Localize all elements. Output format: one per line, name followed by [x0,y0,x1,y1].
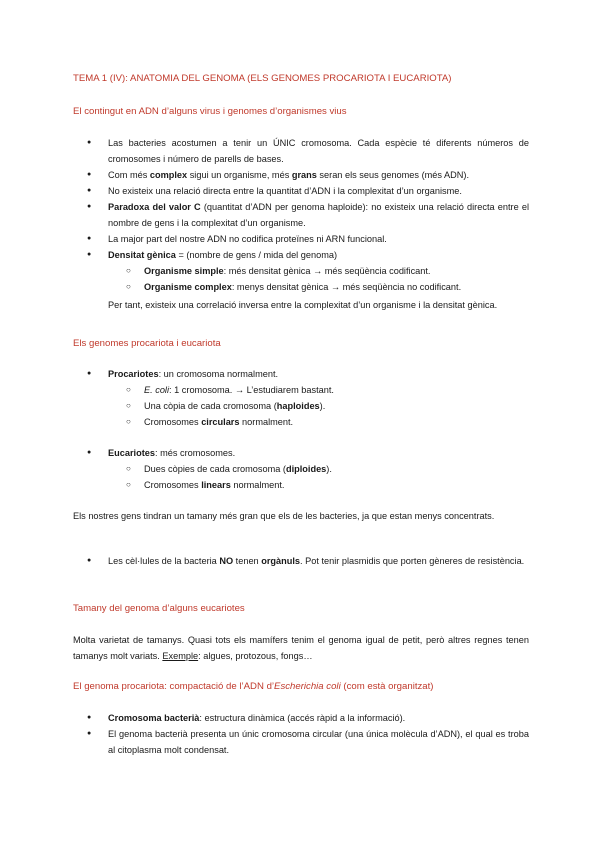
continuation-paragraph: Per tant, existeix una correlació inversa entre la complexitat d’un organisme i la densitat gènica. [108,300,498,310]
text-run: Cromosomes [144,480,202,490]
bold-term: NO [219,556,234,566]
sublist-item [108,279,529,295]
text-run: Com més [108,170,150,180]
paragraph-genome-size-variety [73,632,529,664]
text-run: sigui un organisme, més [187,170,292,180]
text-run: seran els seus genomes (més ADN). [316,170,470,180]
text-run: Una còpia de cada cromosoma ( [144,401,277,411]
list-item [73,199,529,231]
text-run: Les cèl·lules de la bacteria [108,556,220,566]
section1-list [73,135,529,313]
list-item [73,167,529,183]
bold-term: complex [149,170,188,180]
text-run: Molta varietat de tamanys. Quasi tots els mamífers tenim el genoma igual de petit, però altres regnes tenen tamanys molt variats. [73,635,529,661]
sublist [108,461,529,493]
text-run: tenen [233,556,262,566]
text-run: Cromosomes [144,417,202,427]
bold-term: Organisme complex [144,282,232,292]
text-run: normalment. [239,417,294,427]
bold-term: orgànuls [261,556,301,566]
list-item [73,553,529,569]
prokaryote-list [73,366,529,430]
sublist-item [108,382,529,398]
text-run: : menys densitat gènica → més seqüència no codificant. [231,282,462,292]
sublist [108,263,529,295]
sublist-item [108,263,529,279]
text-run: (com està organitzat) [340,681,434,692]
sublist [108,382,529,430]
sublist-item [108,398,529,414]
bold-term: diploides [285,464,327,474]
bold-term: linears [201,480,231,490]
text-run: . Pot tenir plasmidis que porten gèneres de resistència. [300,556,525,566]
text-run: ). [326,464,332,474]
list-item-text: El genoma bacterià presenta un únic cromosoma circular (una única molècula d’ADN), el qual es troba al citoplasma molt condensat. [108,729,529,755]
text-run: = (nombre de gens / mida del genoma) [175,250,338,260]
bold-term: circulars [201,417,240,427]
text-run: : algues, protozous, fongs… [198,651,313,661]
list-item [73,247,529,313]
list-item [73,366,529,430]
list-item [73,183,529,199]
list-item-text: Las bacteries acostumen a tenir un ÚNIC cromosoma. Cada espècie té diferents números de cromosomes i número de parells de bases. [108,138,529,164]
bold-term: Procariotes [108,369,159,379]
list-item-text: No existeix una relació directa entre la quantitat d’ADN i la complexitat d’un organisme. [108,186,462,196]
bold-term: Densitat gènica [108,250,176,260]
sublist-item [108,477,529,493]
section-heading-eukaryote-genome-size: Tamany del genoma d’alguns eucariotes [73,603,245,614]
eukaryote-list [73,445,529,493]
underlined-term: Exemple [162,651,199,661]
bold-term: Cromosoma bacterià [108,713,200,723]
page-title: TEMA 1 (IV): ANATOMIA DEL GENOMA (ELS GENOMES PROCARIOTA I EUCARIOTA) [73,73,452,84]
section-heading-virus-genomes: El contingut en ADN d’alguns virus i genomes d’organismes vius [73,106,347,117]
section-heading-prokaryote-eukaryote: Els genomes procariota i eucariota [73,338,221,349]
bold-term: Eucariotes [108,448,155,458]
text-run: : estructura dinàmica (accés ràpid a la informació). [199,713,406,723]
italic-term: Escherichia coli [274,681,341,692]
sublist-item [108,414,529,430]
bacteria-organelles-list [73,553,529,569]
bold-term: Organisme simple [144,266,224,276]
bold-term: haploides [276,401,320,411]
text-run: Dues còpies de cada cromosoma ( [144,464,286,474]
list-item-text: La major part del nostre ADN no codifica proteïnes ni ARN funcional. [108,234,387,244]
text-run: (quantitat d’ADN per genoma haploide): no existeix una relació directa entre el nombre de gens i la complexitat d’un organisme. [108,202,529,228]
text-run: : més cromosomes. [154,448,236,458]
list-item [73,445,529,493]
text-run: : més densitat gènica → més seqüència codificant. [223,266,431,276]
bold-term: Paradoxa del valor C [108,202,201,212]
list-item [73,231,529,247]
text-run: ). [319,401,326,411]
sublist-item [108,461,529,477]
list-item [73,135,529,167]
italic-term: E. coli [144,385,170,395]
text-run: El genoma procariota: compactació de l’ADN d’ [73,681,275,692]
section-heading-prokaryote-compaction [73,681,433,692]
section4-list [73,710,529,758]
text-run: normalment. [230,480,285,490]
text-run: : 1 cromosoma. → L’estudiarem bastant. [169,385,334,395]
list-item [73,726,529,758]
text-run: : un cromosoma normalment. [158,369,279,379]
bold-term: grans [291,170,317,180]
list-item [73,710,529,726]
paragraph-gene-size: Els nostres gens tindran un tamany més gran que els de les bacteries, ja que estan menys concentrats. [73,511,495,521]
